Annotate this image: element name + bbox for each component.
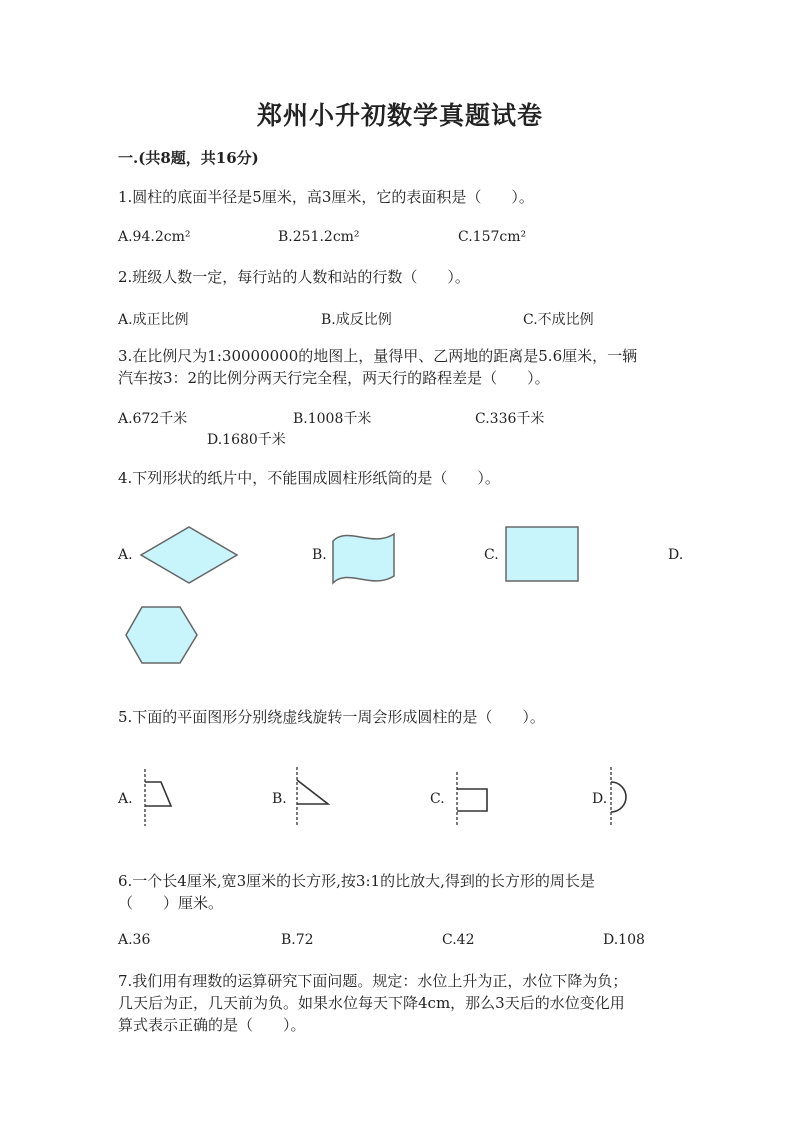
rhombus-shape: [138, 524, 240, 586]
question-6-line-1: 6.一个长4厘米,宽3厘米的长方形,按3:1的比放大,得到的长方形的周长是: [118, 872, 595, 890]
question-3-line-1: 3.在比例尺为1:30000000的地图上，量得甲、乙两地的距离是5.6厘米，一辆: [118, 347, 638, 365]
question-1: 1.圆柱的底面半径是5厘米，高3厘米，它的表面积是（ ）。: [118, 188, 534, 206]
q2-option-b[interactable]: B.成反比例: [321, 312, 392, 328]
q4-option-d[interactable]: D.: [668, 547, 684, 563]
q4-option-a[interactable]: A.: [118, 547, 133, 563]
question-7-line-1: 7.我们用有理数的运算研究下面问题。规定：水位上升为正，水位下降为负；: [118, 972, 628, 990]
q1-option-c[interactable]: C.157cm²: [458, 229, 527, 245]
q3-option-c[interactable]: C.336千米: [475, 411, 545, 427]
q2-option-a[interactable]: A.成正比例: [118, 312, 189, 328]
q1-option-b[interactable]: B.251.2cm²: [278, 229, 360, 245]
q5-option-d[interactable]: D.: [592, 791, 608, 807]
rectangle-shape: [504, 525, 582, 583]
wavy-sheet-shape: [330, 528, 398, 586]
q5-option-a[interactable]: A.: [118, 791, 133, 807]
question-7-line-2: 几天后为正，几天前为负。如果水位每天下降4cm，那么3天后的水位变化用: [118, 994, 625, 1012]
q6-option-b[interactable]: B.72: [281, 932, 314, 948]
q4-option-c[interactable]: C.: [484, 547, 499, 563]
hexagon-shape: [122, 604, 202, 666]
q1-option-a[interactable]: A.94.2cm²: [118, 229, 191, 245]
question-2: 2.班级人数一定，每行站的人数和站的行数（ ）。: [118, 268, 470, 286]
question-7-line-3: 算式表示正确的是（ ）。: [118, 1016, 306, 1034]
q6-option-c[interactable]: C.42: [442, 932, 475, 948]
semicircle-axis-figure: [604, 766, 640, 828]
q3-option-b[interactable]: B.1008千米: [293, 411, 372, 427]
section-heading: 一.(共8题，共16分): [118, 149, 259, 167]
page-title: 郑州小升初数学真题试卷: [256, 101, 543, 130]
triangle-axis-figure: [290, 766, 334, 828]
q6-option-d[interactable]: D.108: [603, 932, 645, 948]
rectangle-axis-figure: [450, 771, 492, 827]
q6-option-a[interactable]: A.36: [118, 932, 151, 948]
q3-option-a[interactable]: A.672千米: [118, 411, 188, 427]
trapezoid-axis-figure: [138, 768, 178, 828]
question-6-line-2: （ ）厘米。: [118, 894, 224, 912]
q4-option-b[interactable]: B.: [312, 547, 327, 563]
q3-option-d[interactable]: D.1680千米: [207, 432, 286, 448]
q5-option-c[interactable]: C.: [430, 791, 445, 807]
q5-option-b[interactable]: B.: [272, 791, 287, 807]
question-3-line-2: 汽车按3：2的比例分两天行完全程，两天行的路程差是（ ）。: [118, 369, 550, 387]
question-4: 4.下列形状的纸片中，不能围成圆柱形纸筒的是（ ）。: [118, 469, 500, 487]
q2-option-c[interactable]: C.不成比例: [523, 312, 594, 328]
question-5: 5.下面的平面图形分别绕虚线旋转一周会形成圆柱的是（ ）。: [118, 708, 545, 726]
